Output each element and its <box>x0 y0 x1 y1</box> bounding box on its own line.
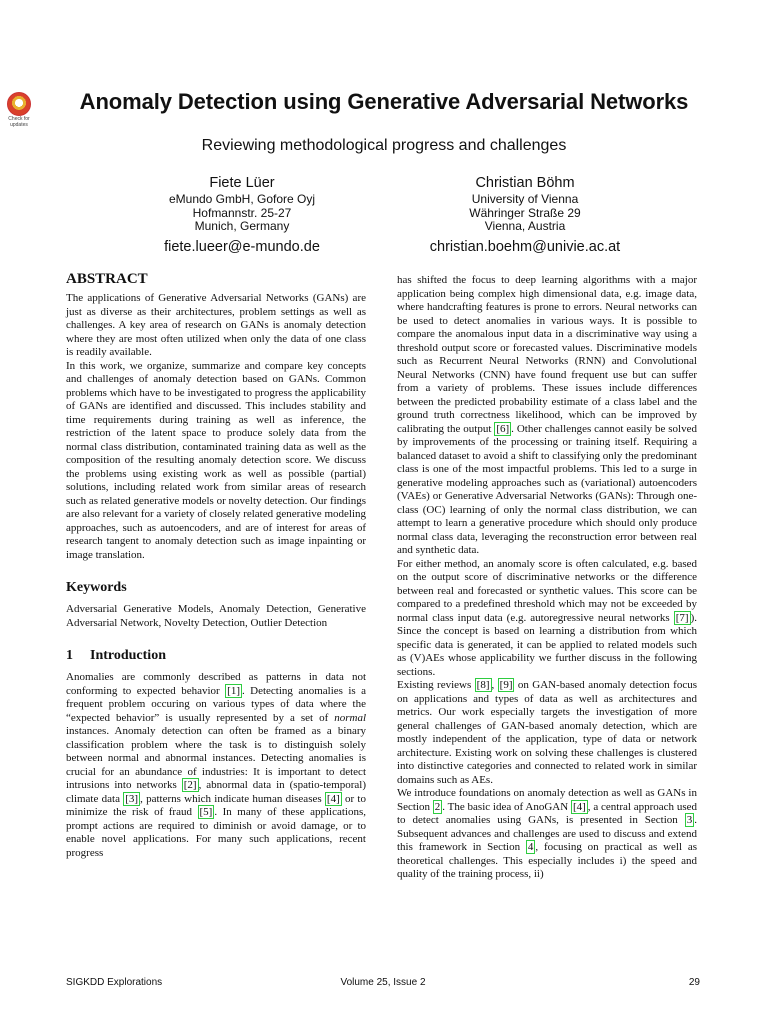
citation-link[interactable]: [7] <box>675 611 689 624</box>
citation-link[interactable]: [5] <box>199 806 213 818</box>
author-city: Munich, Germany <box>194 219 290 233</box>
abstract-paragraph: The applications of Generative Adversarial Networks (GANs) are just as diverse as their architectures, problem settings as well as challenges. A key area of research on GANs is anomaly detection where they are most often utilized when only the data of one class is readily available. <box>66 292 366 358</box>
citation-link[interactable]: [4] <box>326 792 340 805</box>
abstract-heading: ABSTRACT <box>66 271 148 287</box>
body-paragraph: For either method, an anomaly score is often calculated, e.g. based on the output score of discriminative networks or the difference between real and forecasted or synthetic values. This score can be compared to a predefined threshold which may not be exceeded by normal class input data (e.g. autoregressive neural networks [7] ). Since the concept is based on learning a distribution from which specific data is generated, it can be applied to related models such as (V)AEs whose applicability we further discuss in the following sections. <box>397 557 697 678</box>
check-for-updates-icon <box>7 92 31 116</box>
citation-link[interactable]: [3] <box>125 792 139 805</box>
keywords-text: Adversarial Generative Models, Anomaly Detection, Generative Adversarial Network, Novelty Detection, Outlier Detection <box>66 603 366 629</box>
paper-title: Anomaly Detection using Generative Adversarial Networks <box>79 89 689 114</box>
author-email[interactable]: christian.boehm@univie.ac.at <box>429 238 621 255</box>
right-column <box>397 274 697 882</box>
badge-label-2: updates <box>10 122 28 128</box>
author-email[interactable]: fiete.lueer@e-mundo.de <box>164 238 320 255</box>
body-paragraph: We introduce foundations on anomaly detection as well as GANs in Section 2 . The basic idea of AnoGAN [4] , a central approach used to detect anomalies using GANs, is presented in Section 3 . Subsequent advances and challenges are used to discuss and extend this framework in Section 4 , focusing on practical as well as theoretical challenges. This especially includes i) the speed and quality of the training process, ii) <box>397 787 697 880</box>
author-affiliation: eMundo GmbH, Gofore Oyj <box>168 192 316 206</box>
check-for-updates-badge[interactable] <box>4 92 34 128</box>
author-address: Hofmannstr. 25-27 <box>192 205 292 220</box>
citation-link[interactable]: [9] <box>499 679 513 691</box>
citation-link[interactable]: [4] <box>572 800 586 813</box>
footer-page-number: 29 <box>688 977 700 988</box>
section-heading <box>66 647 366 665</box>
paper-subtitle: Reviewing methodological progress and challenges <box>201 137 567 154</box>
author-city: Vienna, Austria <box>484 219 566 233</box>
left-column <box>66 270 366 860</box>
author-affiliation: University of Vienna <box>471 192 579 206</box>
citation-link[interactable]: [6] <box>496 422 510 435</box>
section-title: Introduction <box>90 648 166 663</box>
keywords-heading: Keywords <box>66 580 127 595</box>
body-paragraph: has shifted the focus to deep learning algorithms with a major application being complex high dimensional data, e.g. image data, where handcrafting features is prone to errors. Neural networks can be used to detect anomalies in various ways. It is possible to compare the anomalous input data in a discriminative way using a threshold output score or forecasted values. Discriminative models such as Recurrent Neural Networks (RNN) and Convolutional Neural Networks (CNN) have found frequent use but can suffer from a variety of problems. These issues include differences between the predicted probability estimate of a class label and the ground truth correctness likelihood, which can be improved by calibrating the output [6] . Other challenges cannot easily be solved by improvements of the processing or training itself. Requiring a balanced dataset to avoid a shift to classifying only the predominant class is one of the most impactful problems. This led to a surge in generative modeling approaches such as (variational) autoencoders (VAEs) or Generative Adversarial Networks (GANs): Through one-class (OC) learning of only the normal class distribution, we can attempt to learn a generative procedure which should only produce normal class data, leveraging the reconstruction error between real and synthetic data. <box>397 274 697 556</box>
intro-paragraph: Anomalies are commonly described as patterns in data not conforming to expected behavior [1] . Detecting anomalies is a frequent problem occuring on various types of data where the “expected behavior” is usually represented by a set of normal instances. Anomaly detection can often be framed as a binary classification problem where the task is to distinguish solely between normal and abnormal instances. Detecting anomalies is crucial for an abundance of industries: It is important to detect intrusions into networks [2] , abnormal data in (spatio-temporal) climate data [3] , patterns which indicate human diseases [4] or to minimize the risk of fraud [5] . In many of these applications, prompt actions are required to diminish or avoid damage, or to enable novel applications. For many such applications, recent progress <box>66 671 367 859</box>
citation-link[interactable]: [1] <box>227 684 240 697</box>
footer-venue: SIGKDD Explorations <box>66 977 163 988</box>
body-paragraph: Existing reviews [8] , [9] on GAN-based anomaly detection focus on applications and types of data as well as architectures and metrics. Our work especially targets the investigation of more general challenges of GAN-based anomaly detection, which are mostly independent of the application, type of data or network architecture. Existing work on solving these challenges is clustered into distinctive categories and connected to related work in similar domains such as AEs. <box>397 679 698 786</box>
author-block-2 <box>405 174 645 257</box>
section-link[interactable]: 2 <box>434 800 441 813</box>
page-footer <box>66 977 700 991</box>
author-block-1 <box>122 174 362 257</box>
author-address: Währinger Straße 29 <box>469 205 581 220</box>
section-number: 1 <box>66 648 73 663</box>
badge-label-1: Check for <box>8 116 30 122</box>
footer-volume: Volume 25, Issue 2 <box>340 977 426 988</box>
citation-link[interactable]: [8] <box>476 679 490 691</box>
section-link[interactable]: 4 <box>527 841 534 853</box>
abstract-paragraph: In this work, we organize, summarize and compare key concepts and challenges of anomaly detection based on GANs. Common problems which have to be investigated to progress the applicability of GANs are identified and discussed. This includes stability and time requirements during training as well as inference, the restriction of the latent space to produce solely data from the normal class distribution, contaminated training data as well as the composition of the resulting anomaly detection score. We discuss the problems using existing work as well as possible (partial) solutions, including related work from similar areas of research such as related generative models or novelty detection. Our findings are also relevant for a variety of closely related generative modeling approaches, such as autoencoders, and are of interest for areas of research tangent to anomaly detection such as image inpainting or image translation. <box>66 359 366 561</box>
author-name: Christian Böhm <box>475 175 575 191</box>
citation-link[interactable]: [2] <box>183 779 197 791</box>
section-link[interactable]: 3 <box>686 814 693 826</box>
author-name: Fiete Lüer <box>209 175 275 191</box>
